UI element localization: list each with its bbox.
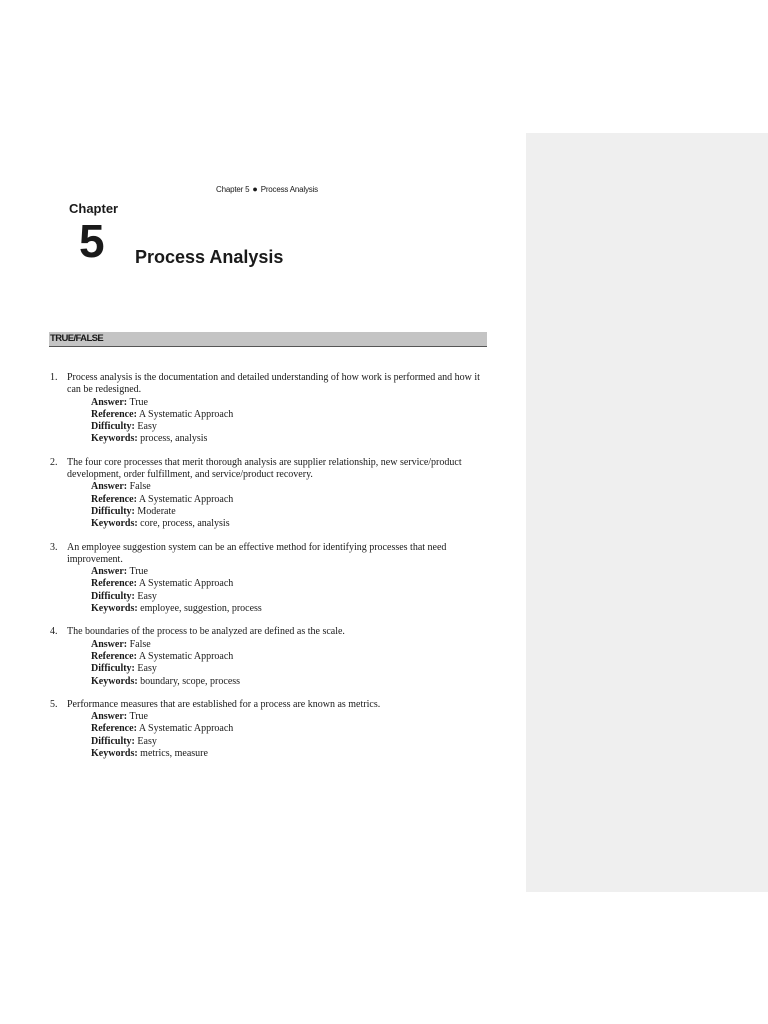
reference-value: A Systematic Approach [138, 493, 234, 505]
reference-row [67, 578, 487, 590]
difficulty-label: Difficulty: [91, 505, 135, 517]
keywords-label: Keywords: [91, 518, 138, 530]
keywords-row [67, 433, 487, 445]
reference-value: A Systematic Approach [138, 723, 234, 735]
question-number: 5. [50, 698, 58, 710]
difficulty-value: Easy [137, 590, 157, 602]
question-number: 4. [50, 626, 58, 638]
answer-label: Answer: [91, 396, 128, 408]
keywords-value: boundary, scope, process [140, 675, 241, 687]
keywords-value: employee, suggestion, process [140, 603, 262, 615]
reference-label: Reference: [91, 408, 137, 420]
keywords-label: Keywords: [91, 748, 138, 760]
keywords-row [67, 518, 487, 530]
difficulty-value: Moderate [137, 505, 176, 517]
reference-label: Reference: [91, 578, 137, 590]
difficulty-row [67, 663, 487, 675]
keywords-value: metrics, measure [140, 748, 208, 760]
keywords-row [67, 603, 487, 615]
answer-value: True [129, 711, 148, 723]
difficulty-value: Easy [137, 663, 157, 675]
question-number: 2. [50, 456, 58, 468]
question-item [49, 457, 487, 531]
answer-label: Answer: [91, 711, 128, 723]
reference-row [67, 409, 487, 421]
chapter-title: Process Analysis [135, 247, 284, 267]
answer-label: Answer: [91, 481, 128, 493]
answer-label: Answer: [91, 638, 128, 650]
question-item [49, 372, 487, 446]
difficulty-value: Easy [137, 735, 157, 747]
question-text: The four core processes that merit thorough analysis are supplier relationship, new service/product development, order fulfillment, and service/product recovery. [67, 456, 462, 481]
reference-label: Reference: [91, 493, 137, 505]
question-text: The boundaries of the process to be analyzed are defined as the scale. [67, 626, 345, 638]
difficulty-label: Difficulty: [91, 663, 135, 675]
answer-value: True [129, 396, 148, 408]
difficulty-label: Difficulty: [91, 735, 135, 747]
reference-value: A Systematic Approach [138, 578, 234, 590]
comment-pane [526, 133, 768, 892]
keywords-row [67, 748, 487, 760]
bullet-icon: ● [252, 184, 258, 194]
running-header [0, 184, 534, 194]
answer-row [67, 639, 487, 651]
question-number: 3. [50, 541, 58, 553]
question-item [49, 626, 487, 687]
answer-row [67, 481, 487, 493]
reference-value: A Systematic Approach [138, 408, 234, 420]
answer-value: True [129, 566, 148, 578]
question-item [49, 699, 487, 760]
section-heading-bar [49, 332, 487, 347]
keywords-row [67, 676, 487, 688]
answer-row [67, 566, 487, 578]
chapter-label: Chapter [69, 201, 119, 216]
answer-row [67, 397, 487, 409]
question-number: 1. [50, 372, 58, 383]
answer-value: False [129, 638, 151, 650]
answer-row [67, 711, 487, 723]
keywords-label: Keywords: [91, 433, 138, 445]
question-text: Performance measures that are established for a process are known as metrics. [67, 698, 381, 710]
keywords-label: Keywords: [91, 675, 138, 687]
answer-value: False [129, 481, 151, 493]
reference-value: A Systematic Approach [138, 650, 234, 662]
keywords-value: core, process, analysis [140, 518, 230, 530]
reference-row [67, 651, 487, 663]
question-list [49, 372, 487, 771]
question-text: Process analysis is the documentation and detailed understanding of how work is performed and how it can be redesigned. [67, 372, 480, 396]
section-heading: TRUE/FALSE [50, 333, 104, 344]
difficulty-label: Difficulty: [91, 421, 135, 433]
chapter-number: 5 [79, 215, 105, 267]
reference-label: Reference: [91, 723, 137, 735]
reference-label: Reference: [91, 650, 137, 662]
keywords-label: Keywords: [91, 603, 138, 615]
reference-row [67, 723, 487, 735]
difficulty-row [67, 591, 487, 603]
difficulty-row [67, 421, 487, 433]
difficulty-label: Difficulty: [91, 590, 135, 602]
question-text: An employee suggestion system can be an effective method for identifying processes that need improvement. [67, 541, 447, 565]
difficulty-value: Easy [137, 421, 157, 433]
running-header-prefix: Chapter 5 [216, 185, 250, 194]
reference-row [67, 494, 487, 506]
question-item [49, 542, 487, 616]
running-header-suffix: Process Analysis [260, 185, 318, 194]
difficulty-row [67, 506, 487, 518]
keywords-value: process, analysis [140, 433, 208, 445]
difficulty-row [67, 736, 487, 748]
answer-label: Answer: [91, 566, 128, 578]
